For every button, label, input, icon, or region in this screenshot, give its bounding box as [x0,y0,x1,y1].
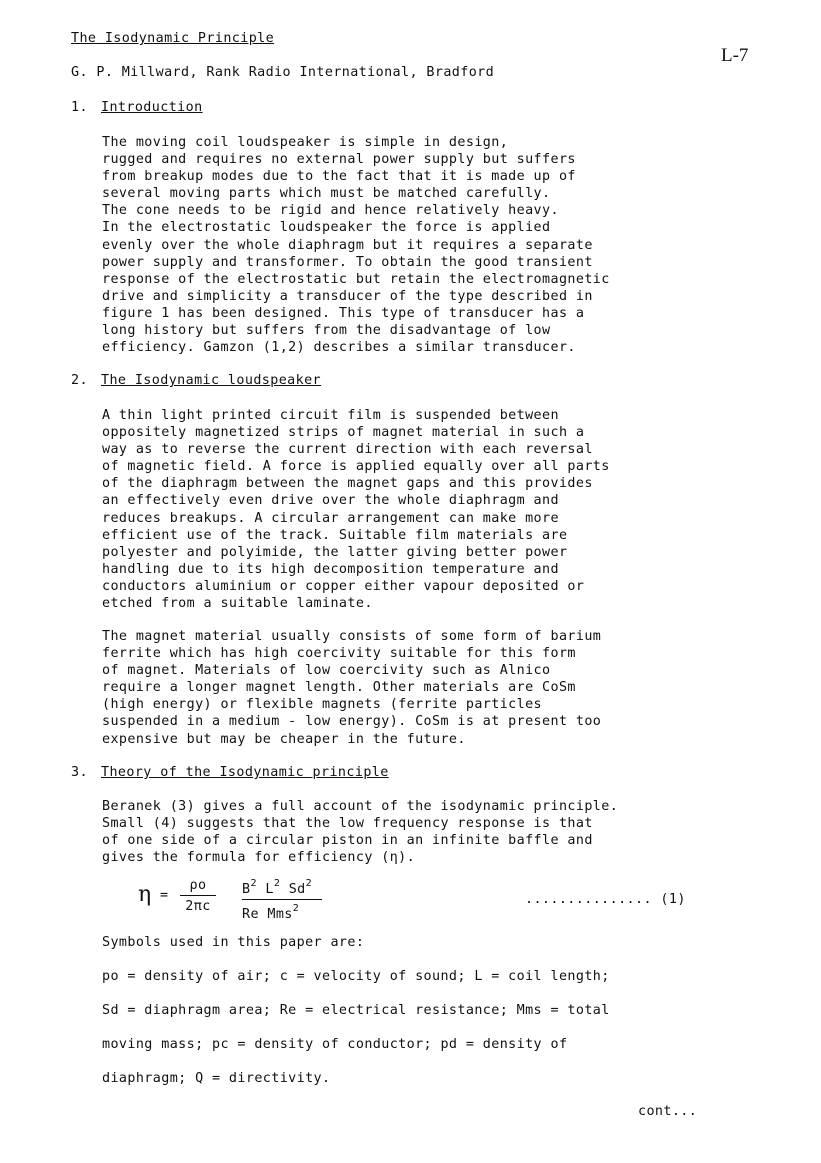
paragraph-introduction [102,134,610,356]
paragraph-theory [102,798,618,866]
text-line: of magnet. Materials of low coercivity such as Alnico [102,663,551,679]
text-line: response of the electrostatic but retain the electromagnetic [102,271,610,287]
text-line: evenly over the whole diaphragm but it requires a separate [102,237,593,253]
l-term: L [265,882,274,897]
text-line: Small (4) suggests that the low frequency response is that [102,816,593,832]
text-line: The moving coil loudspeaker is simple in design, [102,135,509,150]
author-line: G. P. Millward, Rank Radio International, Bradford [71,65,495,80]
text-line: polyester and polyimide, the latter giving better power [102,544,568,560]
b-term: B [242,882,251,897]
fraction-air-density [180,878,216,914]
paragraph-magnet [102,628,601,748]
exponent: 2 [305,878,313,889]
equation-number [525,892,686,907]
symbols-line: Sd = diaphragm area; Re = electrical resistance; Mms = total [102,1003,610,1018]
text-line: way as to reverse the current direction with each reversal [102,442,593,458]
equals-sign: = [160,888,169,903]
numerator-terms [242,878,332,899]
text-line: The magnet material usually consists of some form of barium [102,629,602,644]
section-heading-isodynamic-loudspeaker [71,373,321,388]
exponent: 2 [273,878,281,889]
paragraph-film [102,407,610,612]
text-line: long history but suffers from the disadvantage of low [102,323,551,339]
text-line: The cone needs to be rigid and hence relatively heavy. [102,203,559,219]
text-line: from breakup modes due to the fact that it is made up of [102,169,576,185]
dot-leader: ............... [525,892,652,907]
section-title: The Isodynamic loudspeaker [101,373,322,388]
text-line: rugged and requires no external power supply but suffers [102,152,576,168]
text-line: A thin light printed circuit film is suspended between [102,408,559,423]
text-line: expensive but may be cheaper in the future. [102,731,466,747]
text-line: efficiency. Gamzon (1,2) describes a similar transducer. [102,340,576,356]
text-line: conductors aluminium or copper either vapour deposited or [102,578,585,594]
efficiency-formula [138,878,738,928]
symbols-line: po = density of air; c = velocity of sound; L = coil length; [102,969,610,984]
section-number: 1. [71,100,88,115]
text-line: power supply and transformer. To obtain the good transient [102,254,593,270]
text-line: Beranek (3) gives a full account of the isodynamic principle. [102,799,619,814]
text-line: several moving parts which must be matched carefully. [102,186,551,202]
text-line: (high energy) or flexible magnets (ferrite particles [102,697,543,713]
section-number: 2. [71,373,88,388]
text-line: figure 1 has been designed. This type of transducer has a [102,305,585,321]
fraction-motor-terms [242,878,332,922]
eta-symbol: η [138,882,152,907]
text-line: drive and simplicity a transducer of the type described in [102,288,593,304]
text-line: etched from a suitable laminate. [102,596,373,612]
text-line: gives the formula for efficiency (η). [102,850,416,866]
section-title: Introduction [101,100,203,115]
rho-term: ρo [180,878,216,896]
section-title: Theory of the Isodynamic principle [101,765,389,780]
document-title: The Isodynamic Principle [71,31,275,46]
equation-label: (1) [660,892,686,907]
exponent: 2 [292,903,300,914]
symbols-line: diaphragm; Q = directivity. [102,1071,331,1086]
section-heading-theory [71,765,389,780]
denominator-terms [242,899,322,922]
page-code: L-7 [721,45,749,66]
text-line: an effectively even drive over the whole diaphragm and [102,493,559,509]
text-line: suspended in a medium - low energy). CoSm is at present too [102,714,602,730]
text-line: of magnetic field. A force is applied equally over all parts [102,459,610,475]
text-line: ferrite which has high coercivity suitable for this form [102,646,576,662]
text-line: efficient use of the track. Suitable film materials are [102,527,568,543]
two-pi-c-term: 2πc [185,899,211,914]
text-line: of the diaphragm between the magnet gaps and this provides [102,476,593,492]
text-line: reduces breakups. A circular arrangement can make more [102,510,559,526]
exponent: 2 [250,878,257,889]
text-line: In the electrostatic loudspeaker the force is applied [102,220,551,236]
re-mms-term: Re Mms [242,907,293,922]
symbols-intro: Symbols used in this paper are: [102,935,365,950]
continued-note: cont... [638,1104,698,1119]
text-line: handling due to its high decomposition temperature and [102,561,559,577]
section-number: 3. [71,765,88,780]
symbols-line: moving mass; pc = density of conductor; pd = density of [102,1037,568,1052]
text-line: of one side of a circular piston in an infinite baffle and [102,833,593,849]
text-line: require a longer magnet length. Other materials are CoSm [102,680,576,696]
text-line: oppositely magnetized strips of magnet material in such a [102,425,585,441]
section-heading-introduction [71,100,203,115]
sd-term: Sd [288,882,306,897]
